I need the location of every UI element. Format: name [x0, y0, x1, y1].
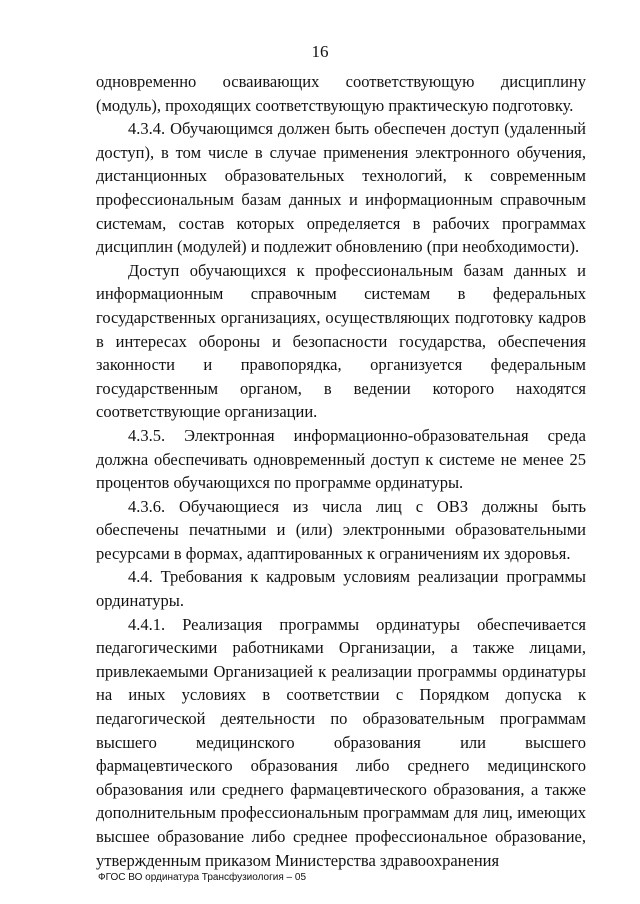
paragraph: Доступ обучающихся к профессиональным базам данных и информационным справочным системам в федеральных государственных организациях, осуществляющих подготовку кадров в интересах обороны и безопасности государства, обеспечения законности и правопорядка, организуется федеральным государственным органом, в ведении которого находятся соответствующие организации.: [96, 260, 586, 422]
section-heading: 4.4. Требования к кадровым условиям реализации программы ординатуры.: [96, 567, 586, 611]
page-number: 16: [311, 42, 329, 61]
paragraph: 4.3.5. Электронная информационно-образовательная среда должна обеспечивать одновременный доступ к системе не менее 25 процентов обучающихся по программе ординатуры.: [96, 425, 586, 493]
paragraph: 4.3.6. Обучающиеся из числа лиц с ОВЗ должны быть обеспечены печатными и (или) электронными образовательными ресурсами в формах, адаптированных к ограничениям их здоровья.: [96, 496, 586, 563]
page-footer: ФГОС ВО ординатура Трансфузиология – 05: [98, 872, 307, 883]
body-text: [96, 70, 586, 872]
paragraph: одновременно осваивающих соответствующую дисциплину (модуль), проходящих соответствующую практическую подготовку.: [96, 72, 586, 115]
paragraph: 4.3.4. Обучающимся должен быть обеспечен доступ (удаленный доступ), в том числе в случае применения электронного обучения, дистанционных образовательных технологий, к современным профессиональным базам данных и информационным справочным системам, состав которых определяется в рабочих программах дисциплин (модулей) и подлежит обновлению (при необходимости).: [96, 119, 586, 257]
paragraph: 4.4.1. Реализация программы ординатуры обеспечивается педагогическими работниками Организации, а также лицами, привлекаемыми Организацией к реализации программы ординатуры на иных условиях в соответствии с Порядком допуска к педагогической деятельности по образовательным программам высшего медицинского образования или высшего фармацевтического образования либо среднего медицинского образования или среднего фармацевтического образования, а также дополнительным профессиональным программам для лиц, имеющих высшее образование либо среднее профессиональное образование, утвержденным приказом Министерства здравоохранения: [96, 614, 586, 870]
